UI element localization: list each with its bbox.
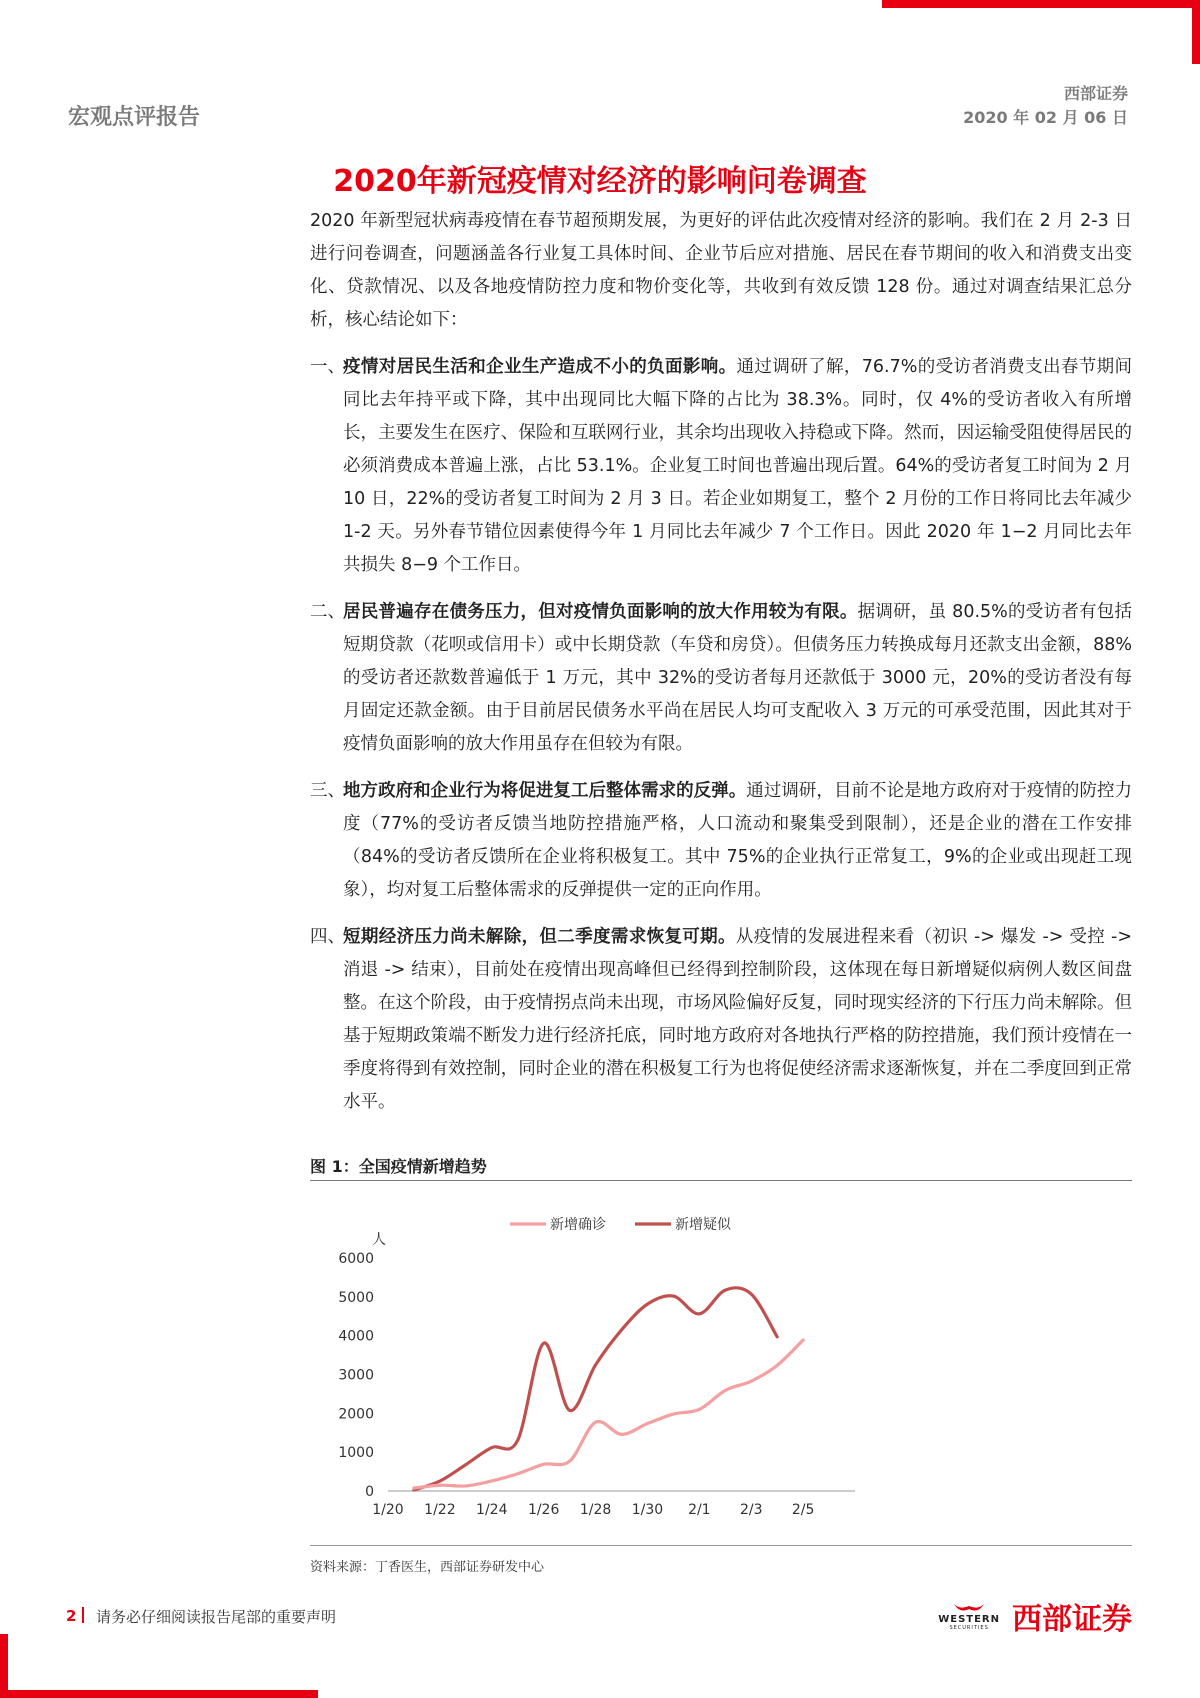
y-axis-unit: 人 bbox=[372, 1232, 386, 1248]
report-type: 宏观点评报告 bbox=[68, 105, 201, 130]
y-tick-label: 0 bbox=[365, 1484, 374, 1500]
point-heading: 地方政府和企业行为将促进复工后整体需求的反弹。 bbox=[343, 781, 747, 801]
x-tick-label: 2/3 bbox=[739, 1502, 763, 1518]
figure-title: 图 1：全国疫情新增趋势 bbox=[310, 1157, 487, 1176]
top-right-accent-bar bbox=[1192, 0, 1200, 64]
point-heading: 疫情对居民生活和企业生产造成不小的负面影响。 bbox=[343, 357, 737, 377]
conclusion-point-4 bbox=[310, 921, 1132, 1119]
body-text bbox=[310, 205, 1132, 1133]
report-date: 2020 年 02 月 06 日 bbox=[963, 108, 1128, 127]
y-tick-label: 6000 bbox=[338, 1251, 374, 1267]
company-logo bbox=[938, 1594, 1132, 1638]
intro-paragraph: 2020 年新型冠状病毒疫情在春节超预期发展，为更好的评估此次疫情对经济的影响。我们在 2 月 2-3 日进行问卷调查，问题涵盖各行业复工具体时间、企业节后应对措施、居民在春节期间的收入和消费支出变化、贷款情况、以及各地疫情防控力度和物价变化等，共收到有效反馈 128 份。通过对调查结果汇总分析，核心结论如下： bbox=[310, 211, 1132, 330]
x-tick-label: 1/24 bbox=[476, 1502, 508, 1518]
page-number: 2 bbox=[66, 1607, 77, 1625]
point-text bbox=[343, 921, 1132, 1119]
top-accent-bar bbox=[882, 0, 1200, 8]
x-tick-label: 2/5 bbox=[791, 1502, 815, 1518]
point-body: 据调研，虽 80.5%的受访者有包括短期贷款（花呗或信用卡）或中长期贷款（车贷和房贷）。但债务压力转换成每月还款支出金额，88%的受访者还款数普遍低于 1 万元，其中 32%的受访者每月还款低于 3000 元，20%的受访者没有每月固定还款金额。由于目前居民债务水平尚在居民人均可支配收入 3 万元的可承受范围，因此其对于疫情负面影响的放大作用虽存在但较为有限。 bbox=[343, 602, 1132, 754]
series-line-suspected bbox=[414, 1288, 777, 1490]
logo-mark bbox=[938, 1602, 1000, 1631]
point-number: 四、 bbox=[310, 927, 345, 947]
x-tick-label: 2/1 bbox=[688, 1502, 711, 1518]
x-tick-label: 1/28 bbox=[579, 1502, 612, 1518]
conclusion-point-1 bbox=[310, 351, 1132, 582]
point-body: 通过调研，目前不论是地方政府对于疫情的防控力度（77%的受访者反馈当地防控措施严格，人口流动和聚集受到限制），还是企业的潜在工作安排（84%的受访者反馈所在企业将积极复工。其中 75%的企业执行正常复工，9%的企业或出现赶工现象），均对复工后整体需求的反弹提供一定的正向作用。 bbox=[343, 781, 1133, 900]
footer-notice: 请务必仔细阅读报告尾部的重要声明 bbox=[96, 1608, 337, 1626]
point-number: 三、 bbox=[310, 781, 345, 801]
legend-confirmed-label: 新增确诊 bbox=[550, 1217, 606, 1233]
point-heading: 居民普遍存在债务压力，但对疫情负面影响的放大作用较为有限。 bbox=[343, 602, 858, 622]
logo-english-sub: SECURITIES bbox=[949, 1624, 989, 1631]
x-tick-label: 1/20 bbox=[372, 1502, 404, 1518]
source-rule bbox=[310, 1545, 1132, 1546]
logo-chinese: 西部证券 bbox=[1012, 1602, 1132, 1637]
y-tick-label: 1000 bbox=[338, 1445, 374, 1462]
y-tick-label: 5000 bbox=[338, 1289, 374, 1306]
bull-horns-icon bbox=[952, 1602, 986, 1614]
y-tick-label: 3000 bbox=[338, 1367, 374, 1384]
bottom-left-accent-bar bbox=[0, 1634, 8, 1698]
point-number: 二、 bbox=[310, 602, 345, 622]
logo-english: WESTERN bbox=[938, 1613, 1000, 1625]
legend-suspected-label: 新增疑似 bbox=[675, 1217, 731, 1233]
point-body: 通过调研了解，76.7%的受访者消费支出春节期间同比去年持平或下降，其中出现同比大幅下降的占比为 38.3%。同时，仅 4%的受访者收入有所增长，主要发生在医疗、保险和互联网行业，其余均出现收入持稳或下降。然而，因运输受阻使得居民的必须消费成本普遍上涨，占比 53.1%。企业复工时间也普遍出现后置。64%的受访者复工时间为 2 月 10 日，22%的受访者复工时间为 2 月 3 日。若企业如期复工，整个 2 月份的工作日将同比去年减少 1-2 天。另外春节错位因素使得今年 1 月同比去年减少 7 个工作日。因此 2020 年 1−2 月同比去年共损失 8−9 个工作日。 bbox=[343, 357, 1133, 575]
y-tick-label: 4000 bbox=[338, 1328, 374, 1345]
page-title: 2020年新冠疫情对经济的影响问卷调查 bbox=[333, 164, 867, 199]
figure-title-rule bbox=[310, 1180, 1132, 1181]
x-tick-label: 1/30 bbox=[631, 1502, 664, 1518]
bottom-accent-bar bbox=[0, 1690, 318, 1698]
series-line-confirmed bbox=[414, 1340, 803, 1488]
point-text bbox=[343, 596, 1132, 761]
point-number: 一、 bbox=[310, 357, 345, 377]
y-tick-label: 2000 bbox=[338, 1406, 374, 1423]
x-tick-label: 1/26 bbox=[527, 1502, 560, 1518]
x-tick-label: 1/22 bbox=[424, 1502, 456, 1518]
epidemic-trend-chart bbox=[310, 1186, 1132, 1531]
point-text bbox=[343, 775, 1132, 907]
point-heading: 短期经济压力尚未解除，但二季度需求恢复可期。 bbox=[343, 927, 736, 947]
point-text bbox=[343, 351, 1132, 582]
source-note: 资料来源：丁香医生，西部证券研发中心 bbox=[310, 1560, 545, 1575]
company-name: 西部证券 bbox=[1063, 84, 1128, 103]
point-body: 从疫情的发展进程来看（初识 -> 爆发 -> 受控 -> 消退 -> 结束），目前处在疫情出现高峰但已经得到控制阶段，这体现在每日新增疑似病例人数区间盘整。在这个阶段，由于疫情拐点尚未出现，市场风险偏好反复，同时现实经济的下行压力尚未解除。但基于短期政策端不断发力进行经济托底，同时地方政府对各地执行严格的防控措施，我们预计疫情在一季度将得到有效控制，同时企业的潜在积极复工行为也将促使经济需求逐渐恢复，并在二季度回到正常水平。 bbox=[343, 927, 1132, 1112]
footer-separator bbox=[82, 1607, 84, 1623]
header-info bbox=[963, 82, 1128, 130]
conclusion-point-2 bbox=[310, 596, 1132, 761]
conclusion-point-3 bbox=[310, 775, 1132, 907]
